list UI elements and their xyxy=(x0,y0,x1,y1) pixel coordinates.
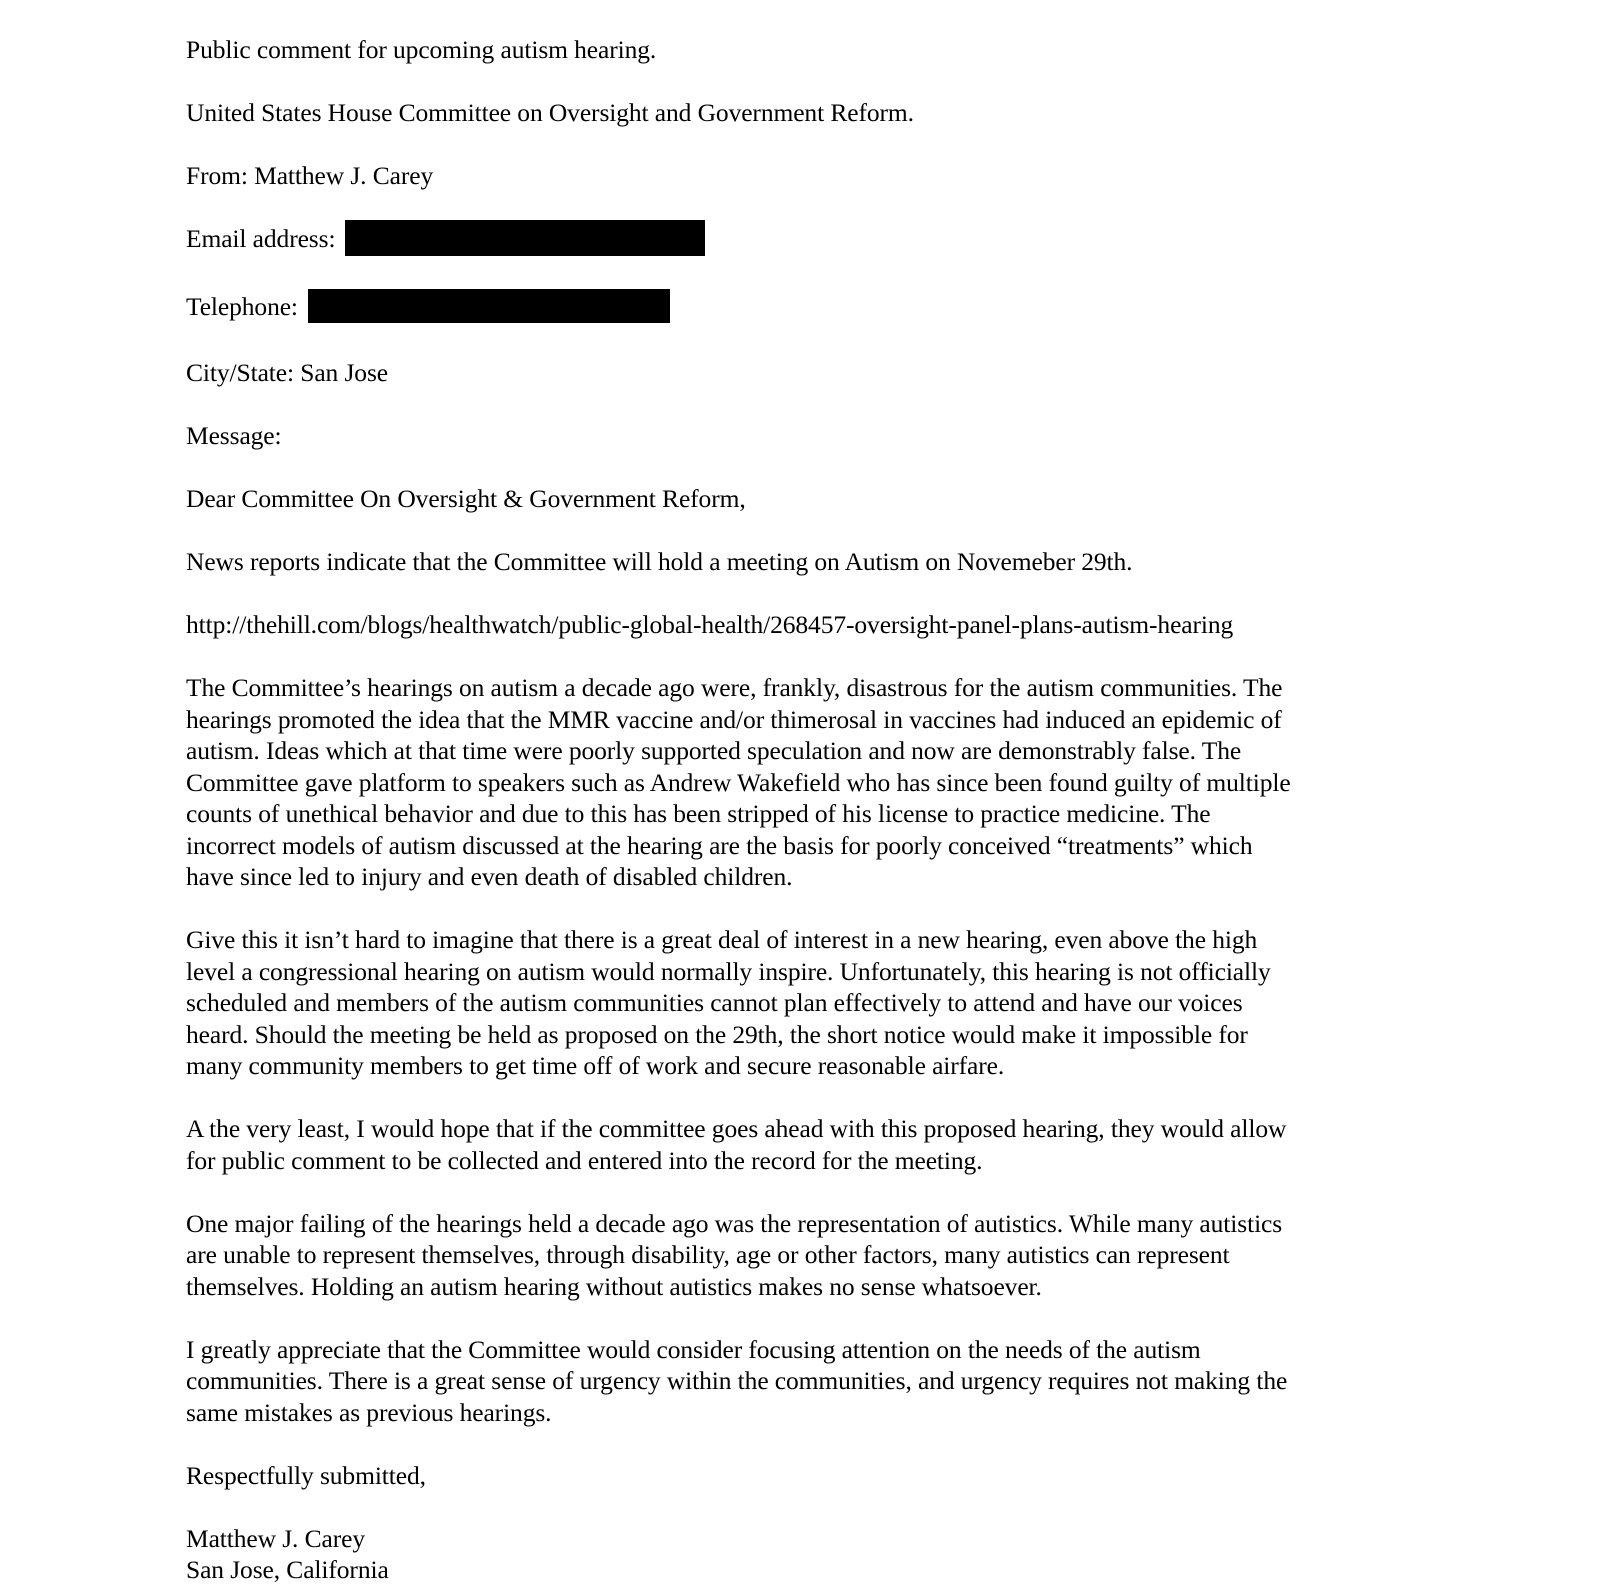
subject-line: Public comment for upcoming autism hearing. xyxy=(186,35,657,64)
paragraph-line: hearings promoted the idea that the MMR vaccine and/or thimerosal in vaccines had induced an epidemic of xyxy=(186,704,1282,734)
phone-label: Telephone: xyxy=(186,291,298,321)
paragraph-line: Committee gave platform to speakers such as Andrew Wakefield who has since been found guilty of multiple xyxy=(186,767,1291,797)
paragraph-line: Give this it isn’t hard to imagine that there is a great deal of interest in a new hearing, even above the high xyxy=(186,925,1258,955)
paragraph-line: have since led to injury and even death of disabled children. xyxy=(186,862,793,892)
valediction: Respectfully submitted, xyxy=(186,1460,426,1490)
paragraph-line: same mistakes as previous hearings. xyxy=(186,1397,552,1427)
paragraph-line: One major failing of the hearings held a decade ago was the representation of autistics. While many autistics xyxy=(186,1208,1283,1238)
message-label: Message: xyxy=(186,421,282,451)
paragraph-4 xyxy=(186,1208,1416,1303)
paragraph-line: for public comment to be collected and entered into the record for the meeting. xyxy=(186,1145,983,1175)
letter-body xyxy=(186,34,1416,1586)
committee-line: United States House Committee on Oversight and Government Reform. xyxy=(186,98,914,127)
email-redaction xyxy=(345,220,705,256)
paragraph-line: counts of unethical behavior and due to this has been stripped of his license to practice medicine. The xyxy=(186,799,1211,829)
phone-redaction xyxy=(308,289,670,323)
signer-location: San Jose, California xyxy=(186,1555,389,1585)
signer-name: Matthew J. Carey xyxy=(186,1523,365,1553)
paragraph-line: level a congressional hearing on autism would normally inspire. Unfortunately, this hearing is not officially xyxy=(186,956,1271,986)
signature-block xyxy=(186,1523,1416,1586)
paragraph-1 xyxy=(186,672,1416,893)
email-line xyxy=(186,223,1416,259)
paragraph-line: themselves. Holding an autism hearing without autistics makes no sense whatsoever. xyxy=(186,1271,1042,1301)
phone-line xyxy=(186,291,1416,326)
email-label: Email address: xyxy=(186,224,336,253)
paragraph-line: The Committee’s hearings on autism a decade ago were, frankly, disastrous for the autism communities. The xyxy=(186,673,1283,703)
salutation: Dear Committee On Oversight & Government Reform, xyxy=(186,484,746,514)
paragraph-line: heard. Should the meeting be held as proposed on the 29th, the short notice would make it impossible for xyxy=(186,1019,1248,1049)
news-line: News reports indicate that the Committee will hold a meeting on Autism on Novemeber 29th. xyxy=(186,547,1133,577)
from-line: From: Matthew J. Carey xyxy=(186,161,434,190)
paragraph-line: I greatly appreciate that the Committee would consider focusing attention on the needs of the autism xyxy=(186,1334,1201,1364)
paragraph-5 xyxy=(186,1334,1416,1429)
paragraph-line: are unable to represent themselves, through disability, age or other factors, many autistics can represent xyxy=(186,1240,1230,1270)
paragraph-line: incorrect models of autism discussed at the hearing are the basis for poorly conceived “treatments” which xyxy=(186,830,1253,860)
paragraph-2 xyxy=(186,924,1416,1082)
paragraph-line: A the very least, I would hope that if the committee goes ahead with this proposed hearing, they would allow xyxy=(186,1114,1287,1144)
city-state-line: City/State: San Jose xyxy=(186,358,389,388)
paragraph-line: scheduled and members of the autism communities cannot plan effectively to attend and have our voices xyxy=(186,988,1243,1018)
article-link: http://thehill.com/blogs/healthwatch/public-global-health/268457-oversight-panel-plans-autism-hearing xyxy=(186,610,1234,640)
paragraph-line: many community members to get time off of work and secure reasonable airfare. xyxy=(186,1051,1005,1081)
paragraph-line: autism. Ideas which at that time were poorly supported speculation and now are demonstrably false. The xyxy=(186,736,1242,766)
paragraph-3 xyxy=(186,1113,1416,1176)
paragraph-line: communities. There is a great sense of urgency within the communities, and urgency requires not making the xyxy=(186,1366,1288,1396)
